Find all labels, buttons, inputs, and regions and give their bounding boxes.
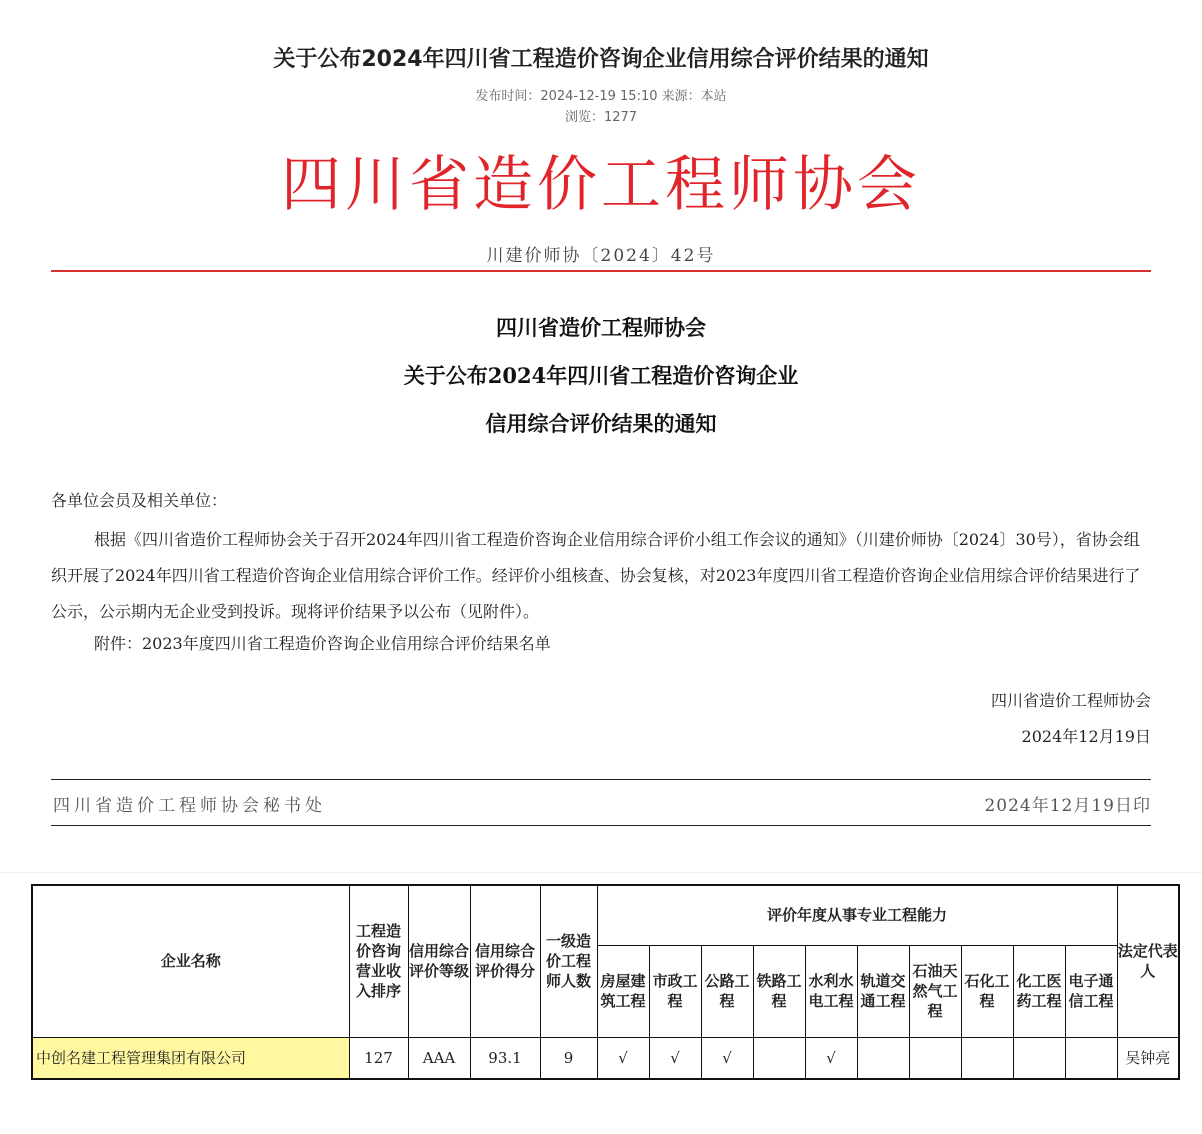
header-capability: 电子通信工程 [1065, 945, 1117, 1037]
notice-title-line-2: 关于公布2024年四川省工程造价咨询企业 [403, 363, 799, 388]
table-row [32, 1037, 1179, 1079]
header-capability: 市政工程 [649, 945, 701, 1037]
signature-date: 2024年12月19日 [1021, 727, 1151, 746]
notice-title-line-3: 信用综合评价结果的通知 [485, 411, 717, 436]
header-capability: 石化工程 [961, 945, 1013, 1037]
red-divider [51, 270, 1151, 272]
page-title: 关于公布2024年四川省工程造价咨询企业信用综合评价结果的通知 [273, 47, 929, 72]
header-capability: 水利水电工程 [805, 945, 857, 1037]
notice-title-line-1: 四川省造价工程师协会 [496, 315, 706, 340]
cell-capability [753, 1037, 805, 1079]
header-credit-score: 信用综合评价得分 [470, 885, 540, 1037]
attachment-line: 附件：2023年度四川省工程造价咨询企业信用综合评价结果名单 [94, 634, 551, 653]
cell-revenue-rank: 127 [349, 1037, 408, 1079]
cell-capability [1013, 1037, 1065, 1079]
header-revenue-rank: 工程造价咨询营业收入排序 [349, 885, 408, 1037]
publish-label: 发布时间： [475, 89, 541, 104]
cell-capability [909, 1037, 961, 1079]
cell-company: 中创名建工程管理集团有限公司 [32, 1037, 349, 1079]
header-capability: 房屋建筑工程 [597, 945, 649, 1037]
cell-credit-score: 93.1 [470, 1037, 540, 1079]
cell-capability: √ [649, 1037, 701, 1079]
header-capability: 轨道交通工程 [857, 945, 909, 1037]
header-capability: 石油天然气工程 [909, 945, 961, 1037]
section-separator [0, 872, 1202, 873]
views-meta [0, 106, 1202, 125]
body-paragraph: 根据《四川省造价工程师协会关于召开2024年四川省工程造价咨询企业信用综合评价小组工作会议的通知》（川建价师协〔2024〕30号），省协会组织开展了2024年四川省工程造价咨询企业信用综合评价工作。经评价小组核查、协会复核，对2023年度四川省工程造价咨询企业信用综合评价结果进行了公示，公示期内无企业受到投诉。现将评价结果予以公布（见附件）。 [51, 530, 1141, 621]
footer-bottom-rule [51, 825, 1151, 826]
source-value: 本站 [700, 89, 727, 104]
cell-legal-rep: 吴钟亮 [1117, 1037, 1179, 1079]
header-credit-grade: 信用综合评价等级 [408, 885, 470, 1037]
footer-issuer: 四川省造价工程师协会秘书处 [53, 796, 326, 816]
cell-credit-grade: AAA [408, 1037, 470, 1079]
salutation: 各单位会员及相关单位： [51, 491, 228, 510]
cell-capability: √ [805, 1037, 857, 1079]
result-table [31, 884, 1180, 1080]
cell-capability: √ [597, 1037, 649, 1079]
document-number: 川建价师协〔2024〕42号 [486, 246, 716, 266]
footer-print-date: 2024年12月19日印 [984, 796, 1151, 816]
header-capability-group: 评价年度从事专业工程能力 [597, 885, 1117, 945]
views-label: 浏览： [564, 110, 604, 125]
publish-time: 2024-12-19 15:10 [540, 89, 658, 104]
header-company: 企业名称 [32, 885, 349, 1037]
cell-capability [1065, 1037, 1117, 1079]
footer-top-rule [51, 779, 1151, 780]
signature-org: 四川省造价工程师协会 [990, 691, 1151, 710]
header-capability: 公路工程 [701, 945, 753, 1037]
cell-capability: √ [701, 1037, 753, 1079]
cell-engineers: 9 [540, 1037, 597, 1079]
cell-capability [961, 1037, 1013, 1079]
views-count: 1277 [603, 110, 638, 125]
header-engineers: 一级造价工程师人数 [540, 885, 597, 1037]
header-capability: 化工医药工程 [1013, 945, 1065, 1037]
org-red-header: 四川省造价工程师协会 [281, 150, 921, 220]
source-label: 来源： [661, 89, 701, 104]
cell-capability [857, 1037, 909, 1079]
header-legal-rep: 法定代表人 [1117, 885, 1179, 1037]
header-capability: 铁路工程 [753, 945, 805, 1037]
publish-meta [0, 85, 1202, 104]
